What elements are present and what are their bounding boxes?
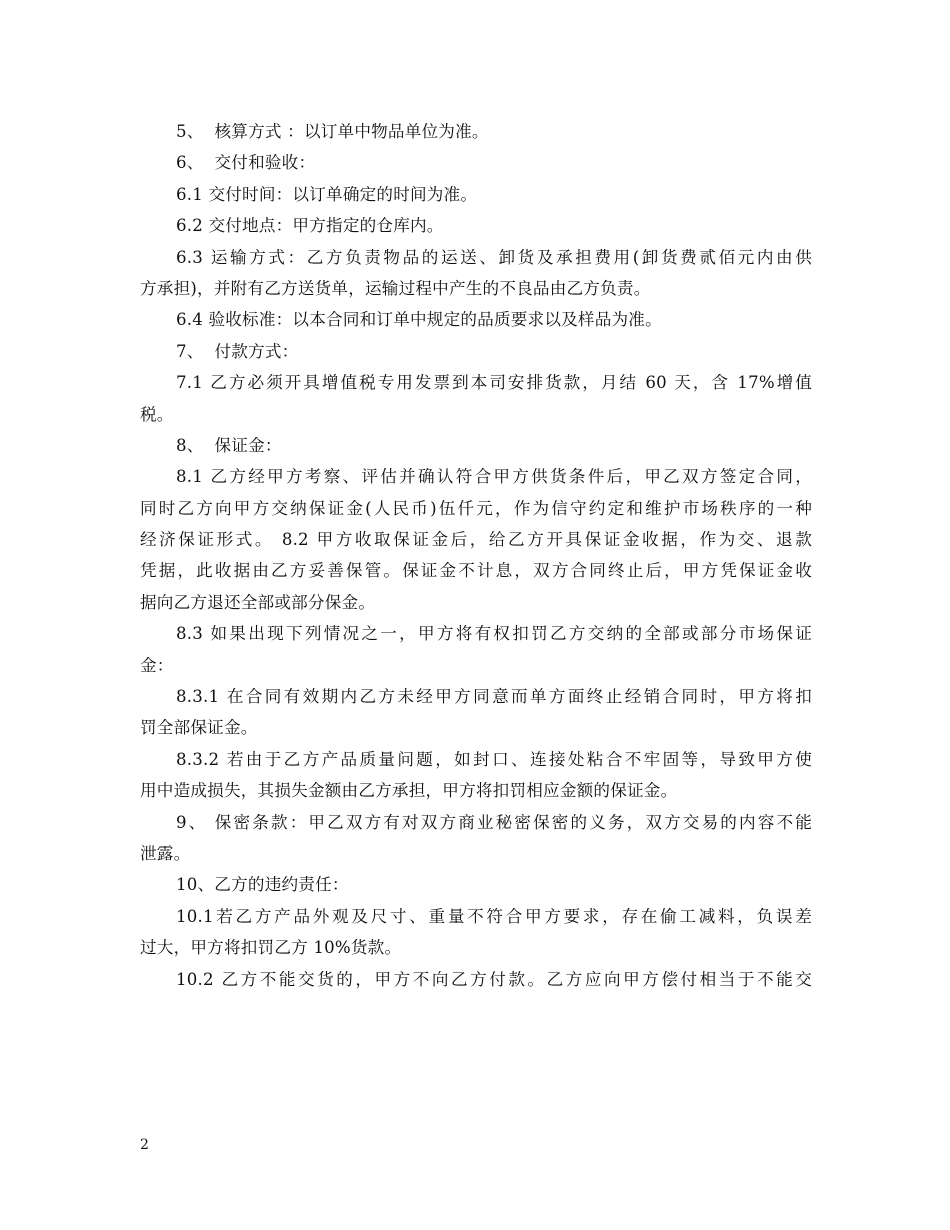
text-line: 8.3 如果出现下列情况之一，甲方将有权扣罚乙方交纳的全部或部分市场保证 — [176, 624, 812, 644]
text-line: 据向乙方退还全部或部分保金。 — [140, 592, 376, 612]
text-line: 凭据，此收据由乙方妥善保管。保证金不计息，双方合同终止后，甲方凭保证金收 — [140, 561, 812, 581]
text-line: 金： — [140, 655, 174, 675]
text-line: 8.3.2 若由于乙方产品质量问题，如封口、连接处粘合不牢固等，导致甲方使 — [176, 749, 812, 769]
text-line: 经济保证形式。 8.2 甲方收取保证金后，给乙方开具保证金收据，作为交、退款 — [140, 530, 812, 550]
text-line: 过大，甲方将扣罚乙方 10%货款。 — [140, 938, 402, 958]
page-number: 2 — [140, 1137, 149, 1153]
text-line: 6、 交付和验收： — [176, 153, 316, 173]
text-line: 5、 核算方式 ：以订单中物品单位为准。 — [176, 122, 489, 141]
text-line: 10.1若乙方产品外观及尺寸、重量不符合甲方要求，存在偷工减料，负误差 — [176, 906, 812, 926]
text-line: 8、 保证金： — [176, 435, 282, 455]
text-line: 罚全部保证金。 — [140, 718, 258, 738]
text-line: 8.1 乙方经甲方考察、评估并确认符合甲方供货条件后，甲乙双方签定合同， — [176, 467, 812, 487]
text-line: 6.4 验收标准：以本合同和订单中规定的品质要求以及样品为准。 — [176, 310, 662, 330]
document-body — [140, 116, 812, 995]
text-line: 税。 — [140, 404, 174, 424]
text-line: 用中造成损失，其损失金额由乙方承担，甲方将扣罚相应金额的保证金。 — [140, 781, 678, 801]
text-line: 泄露。 — [140, 843, 191, 863]
text-line: 6.1 交付时间：以订单确定的时间为准。 — [176, 184, 478, 204]
text-line: 10.2 乙方不能交货的，甲方不向乙方付款。乙方应向甲方偿付相当于不能交 — [176, 969, 812, 989]
text-line: 9、 保密条款：甲乙双方有对双方商业秘密保密的义务，双方交易的内容不能 — [176, 812, 812, 832]
text-line: 方承担)，并附有乙方送货单，运输过程中产生的不良品由乙方负责。 — [140, 278, 651, 298]
text-line: 同时乙方向甲方交纳保证金(人民币)伍仟元，作为信守约定和维护市场秩序的一种 — [140, 498, 812, 518]
text-line: 6.3 运输方式：乙方负责物品的运送、卸货及承担费用(卸货费贰佰元内由供 — [176, 247, 812, 267]
text-line: 8.3.1 在合同有效期内乙方未经甲方同意而单方面终止经销合同时，甲方将扣 — [176, 687, 812, 707]
text-line: 7、 付款方式： — [176, 341, 299, 361]
text-line: 6.2 交付地点：甲方指定的仓库内。 — [176, 216, 444, 236]
text-line: 7.1 乙方必须开具增值税专用发票到本司安排货款，月结 60 天，含 17%增值 — [176, 373, 812, 393]
text-line: 10、乙方的违约责任： — [176, 875, 349, 895]
